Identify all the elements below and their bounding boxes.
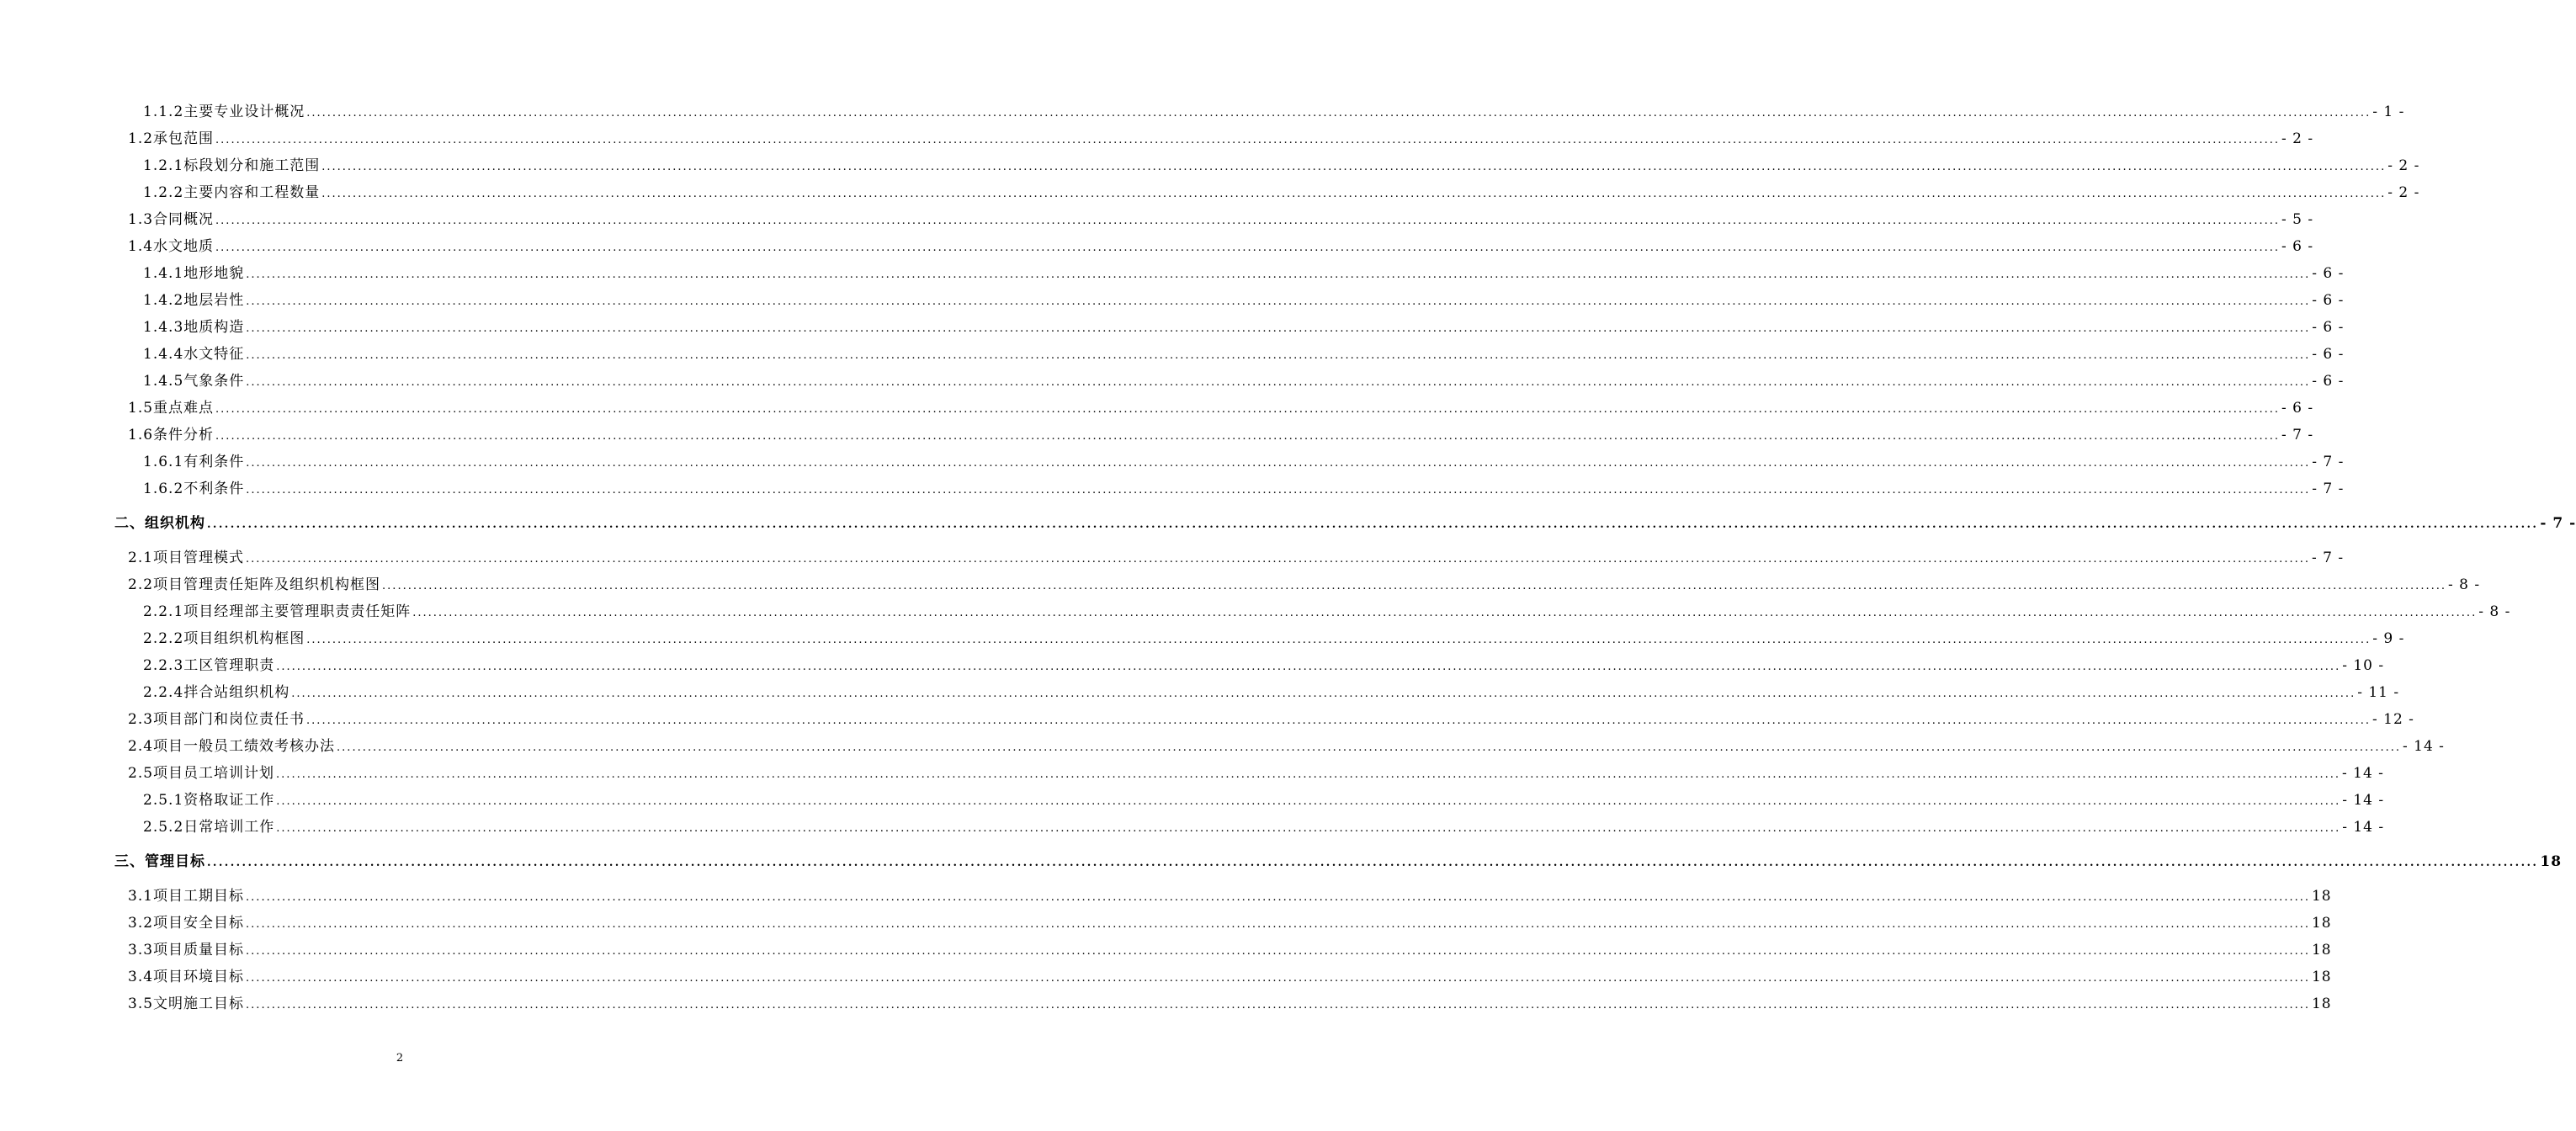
toc-entry-page: - 12 -	[2372, 711, 2414, 728]
toc-dot-leader: ................................................................................................................................................................................................................................................................................................................................................................................................................	[246, 349, 2311, 362]
toc-dot-leader: ................................................................................................................................................................................................................................................................................................................................................................................................................	[246, 891, 2310, 904]
toc-entry[interactable]	[143, 156, 2420, 174]
toc-entry-label: 1.2承包范围	[128, 130, 215, 147]
toc-entry[interactable]	[128, 940, 2332, 958]
toc-entry-page: - 14 -	[2342, 792, 2385, 809]
toc-entry[interactable]	[128, 736, 2445, 755]
toc-dot-leader: ................................................................................................................................................................................................................................................................................................................................................................................................................	[246, 918, 2310, 931]
toc-entry-label: 2.3项目部门和岗位责任书	[128, 711, 305, 728]
toc-entry-label: 1.6.1有利条件	[143, 454, 245, 470]
toc-entry-label: 3.3项目质量目标	[128, 942, 245, 958]
toc-entry[interactable]	[143, 371, 2345, 390]
toc-entry-label: 1.2.2主要内容和工程数量	[143, 184, 321, 201]
toc-entry[interactable]	[128, 425, 2314, 443]
toc-entry-label: 1.5重点难点	[128, 400, 215, 417]
toc-dot-leader: ................................................................................................................................................................................................................................................................................................................................................................................................................	[246, 295, 2311, 308]
toc-dot-leader: ................................................................................................................................................................................................................................................................................................................................................................................................................	[246, 553, 2310, 566]
toc-entry[interactable]	[128, 994, 2332, 1012]
toc-entry-page: - 6 -	[2312, 373, 2345, 390]
toc-dot-leader: ................................................................................................................................................................................................................................................................................................................................................................................................................	[321, 161, 2387, 173]
toc-entry-label: 1.4.4水文特征	[143, 346, 245, 363]
toc-dot-leader: ................................................................................................................................................................................................................................................................................................................................................................................................................	[276, 795, 2341, 808]
toc-entry[interactable]	[128, 763, 2384, 782]
toc-entry[interactable]	[143, 344, 2345, 363]
toc-dot-leader: ................................................................................................................................................................................................................................................................................................................................................................................................................	[276, 822, 2341, 835]
toc-entry-page: - 9 -	[2372, 630, 2405, 647]
toc-entry-label: 3.2项目安全目标	[128, 915, 245, 932]
toc-dot-leader: ................................................................................................................................................................................................................................................................................................................................................................................................................	[215, 242, 2280, 254]
toc-entry-label: 1.4.5气象条件	[143, 373, 245, 390]
toc-dot-leader: ................................................................................................................................................................................................................................................................................................................................................................................................................	[246, 972, 2310, 985]
toc-entry-label: 1.4.2地层岩性	[143, 292, 245, 309]
toc-entry-page: - 10 -	[2342, 657, 2385, 674]
toc-dot-leader: ................................................................................................................................................................................................................................................................................................................................................................................................................	[276, 768, 2340, 781]
toc-entry-label: 2.2.2项目组织机构框图	[143, 630, 305, 647]
toc-dot-leader: ................................................................................................................................................................................................................................................................................................................................................................................................................	[291, 688, 2356, 700]
toc-dot-leader: ................................................................................................................................................................................................................................................................................................................................................................................................................	[215, 134, 2280, 146]
toc-entry-page: - 6 -	[2312, 346, 2345, 363]
toc-entry[interactable]	[143, 479, 2345, 497]
toc-entry[interactable]	[128, 398, 2314, 417]
toc-entry[interactable]	[128, 913, 2332, 932]
toc-dot-leader: ................................................................................................................................................................................................................................................................................................................................................................................................................	[276, 661, 2341, 673]
toc-entry[interactable]	[143, 682, 2400, 701]
toc-entry-label: 2.5项目员工培训计划	[128, 765, 275, 782]
toc-entry-label: 1.4.1地形地貌	[143, 265, 245, 282]
toc-entry[interactable]	[128, 886, 2332, 905]
toc-entry-label: 二、组织机构	[114, 515, 205, 532]
toc-entry-page: 18	[2311, 915, 2332, 932]
toc-entry-page: - 2 -	[2387, 157, 2420, 174]
toc-entry-label: 3.1项目工期目标	[128, 888, 245, 905]
toc-dot-leader: ................................................................................................................................................................................................................................................................................................................................................................................................................	[207, 857, 2539, 869]
toc-dot-leader: ................................................................................................................................................................................................................................................................................................................................................................................................................	[306, 107, 2372, 119]
toc-dot-leader: ................................................................................................................................................................................................................................................................................................................................................................................................................	[215, 403, 2280, 416]
toc-dot-leader: ................................................................................................................................................................................................................................................................................................................................................................................................................	[306, 714, 2371, 727]
toc-entry-page: - 6 -	[2312, 265, 2345, 282]
toc-dot-leader: ................................................................................................................................................................................................................................................................................................................................................................................................................	[207, 518, 2539, 531]
toc-entry[interactable]	[114, 513, 2576, 532]
toc-entry-page: - 8 -	[2478, 603, 2511, 620]
toc-dot-leader: ................................................................................................................................................................................................................................................................................................................................................................................................................	[246, 457, 2311, 470]
page-number: 2	[396, 1052, 404, 1065]
toc-entry-label: 1.3合同概况	[128, 211, 215, 228]
toc-entry-label: 1.1.2主要专业设计概况	[143, 104, 305, 120]
toc-entry[interactable]	[143, 602, 2511, 620]
toc-entry[interactable]	[128, 709, 2414, 728]
toc-dot-leader: ................................................................................................................................................................................................................................................................................................................................................................................................................	[246, 999, 2310, 1012]
toc-entry[interactable]	[143, 317, 2345, 336]
toc-entry[interactable]	[143, 183, 2420, 201]
toc-entry-label: 2.5.2日常培训工作	[143, 819, 275, 836]
toc-dot-leader: ................................................................................................................................................................................................................................................................................................................................................................................................................	[215, 430, 2280, 443]
toc-entry-page: - 14 -	[2341, 765, 2384, 782]
toc-entry-label: 2.1项目管理模式	[128, 550, 245, 566]
toc-entry-label: 1.4水文地质	[128, 238, 215, 255]
toc-entry[interactable]	[128, 236, 2314, 255]
toc-entry-page: 18	[2311, 996, 2332, 1012]
toc-entry-page: - 14 -	[2342, 819, 2385, 836]
toc-entry-label: 2.2.1项目经理部主要管理职责责任矩阵	[143, 603, 412, 620]
toc-dot-leader: ................................................................................................................................................................................................................................................................................................................................................................................................................	[215, 215, 2280, 227]
toc-dot-leader: ................................................................................................................................................................................................................................................................................................................................................................................................................	[337, 741, 2401, 754]
toc-entry-page: - 7 -	[2540, 515, 2576, 532]
toc-entry-page: - 7 -	[2281, 427, 2314, 443]
toc-entry-page: 18	[2311, 969, 2332, 985]
toc-entry-label: 2.5.1资格取证工作	[143, 792, 275, 809]
toc-entry[interactable]	[128, 967, 2332, 985]
toc-entry[interactable]	[143, 102, 2405, 120]
toc-entry-label: 2.2.3工区管理职责	[143, 657, 275, 674]
toc-entry-label: 3.4项目环境目标	[128, 969, 245, 985]
toc-entry-page: 18	[2311, 888, 2332, 905]
toc-entry-page: - 2 -	[2281, 130, 2314, 147]
toc-entry[interactable]	[143, 790, 2385, 809]
toc-entry-label: 三、管理目标	[114, 853, 205, 870]
toc-entry-page: - 11 -	[2357, 684, 2400, 701]
toc-dot-leader: ................................................................................................................................................................................................................................................................................................................................................................................................................	[246, 322, 2311, 335]
toc-entry-page: - 6 -	[2312, 292, 2345, 309]
toc-entry-label: 3.5文明施工目标	[128, 996, 245, 1012]
toc-entry-label: 1.6.2不利条件	[143, 481, 245, 497]
toc-dot-leader: ................................................................................................................................................................................................................................................................................................................................................................................................................	[246, 268, 2311, 281]
toc-dot-leader: ................................................................................................................................................................................................................................................................................................................................................................................................................	[246, 945, 2310, 958]
toc-entry[interactable]	[143, 629, 2405, 647]
toc-entry-label: 2.2项目管理责任矩阵及组织机构框图	[128, 576, 381, 593]
toc-entry[interactable]	[128, 210, 2314, 228]
toc-entry-page: 18	[2311, 942, 2332, 958]
toc-entry[interactable]	[143, 817, 2385, 836]
toc-entry-page: - 5 -	[2281, 211, 2314, 228]
toc-entry[interactable]	[114, 852, 2563, 870]
toc-entry-page: - 7 -	[2312, 454, 2345, 470]
toc-entry-page: - 2 -	[2387, 184, 2420, 201]
toc-entry-page: - 7 -	[2311, 550, 2345, 566]
toc-entry-page: - 1 -	[2372, 104, 2405, 120]
toc-dot-leader: ................................................................................................................................................................................................................................................................................................................................................................................................................	[412, 607, 2478, 619]
toc-entry-page: - 7 -	[2312, 481, 2345, 497]
toc-dot-leader: ................................................................................................................................................................................................................................................................................................................................................................................................................	[246, 376, 2311, 389]
toc-entry[interactable]	[143, 290, 2345, 309]
toc-entry-label: 1.4.3地质构造	[143, 319, 245, 336]
toc-entry-label: 2.2.4拌合站组织机构	[143, 684, 290, 701]
toc-dot-leader: ................................................................................................................................................................................................................................................................................................................................................................................................................	[321, 188, 2387, 200]
toc-entry[interactable]	[128, 575, 2481, 593]
toc-entry[interactable]	[143, 263, 2345, 282]
toc-entry-label: 2.4项目一般员工绩效考核办法	[128, 738, 336, 755]
toc-entry-page: - 6 -	[2312, 319, 2345, 336]
toc-entry[interactable]	[143, 452, 2345, 470]
toc-dot-leader: ................................................................................................................................................................................................................................................................................................................................................................................................................	[246, 484, 2311, 496]
toc-entry[interactable]	[128, 548, 2345, 566]
toc-entry-page: - 14 -	[2402, 738, 2445, 755]
toc-dot-leader: ................................................................................................................................................................................................................................................................................................................................................................................................................	[382, 580, 2446, 592]
toc-entry[interactable]	[128, 129, 2314, 147]
toc-entry-page: - 8 -	[2447, 576, 2481, 593]
toc-dot-leader: ................................................................................................................................................................................................................................................................................................................................................................................................................	[306, 634, 2372, 646]
toc-entry-label: 1.6条件分析	[128, 427, 215, 443]
toc-entry-page: 18	[2540, 853, 2563, 870]
toc-entry-page: - 6 -	[2281, 238, 2314, 255]
toc-entry-page: - 6 -	[2281, 400, 2314, 417]
toc-entry-label: 1.2.1标段划分和施工范围	[143, 157, 321, 174]
toc-entry[interactable]	[143, 656, 2385, 674]
